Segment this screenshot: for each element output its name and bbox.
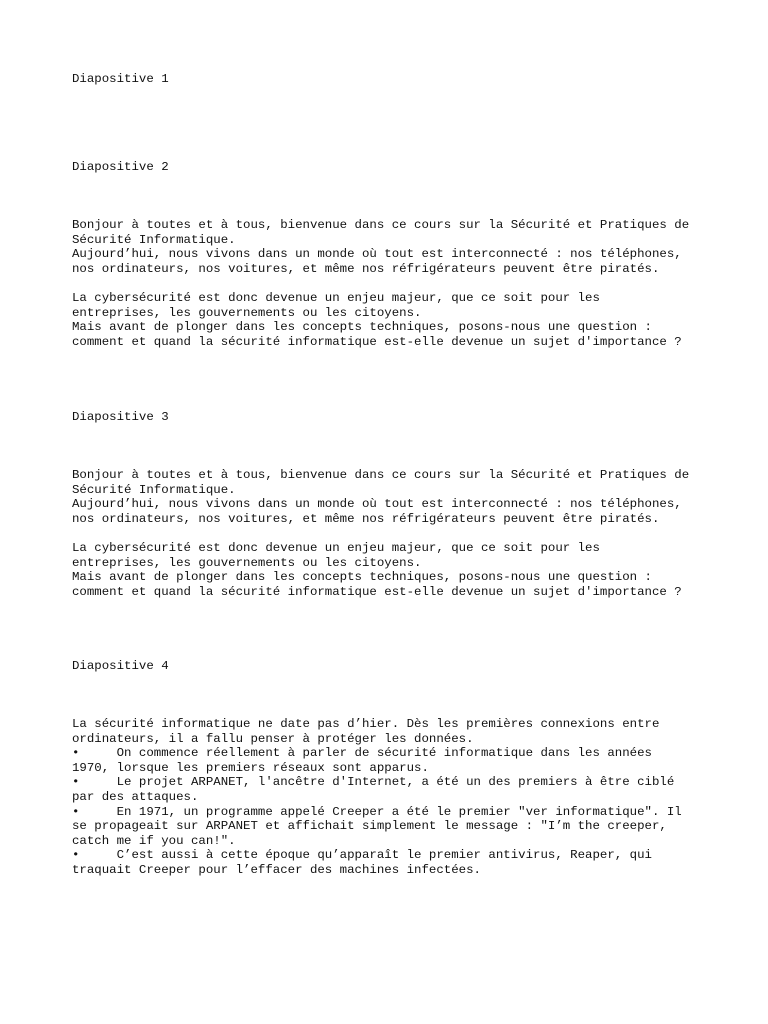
slide-1 xyxy=(72,72,712,87)
slide-title: Diapositive 2 xyxy=(72,160,169,174)
slide-2-body xyxy=(72,218,712,349)
paragraph: Bonjour à toutes et à tous, bienvenue dans ce cours sur la Sécurité et Pratiques de Sécurité Informatique. Aujourd’hui, nous vivons dans un monde où tout est interconnecté : nos téléphones, nos ordinateurs, nos voitures, et même nos réfrigérateurs peuvent être piratés. xyxy=(72,218,690,276)
slide-3 xyxy=(72,410,712,425)
slide-title: Diapositive 1 xyxy=(72,72,169,86)
slide-title: Diapositive 3 xyxy=(72,410,169,424)
slide-title: Diapositive 4 xyxy=(72,659,169,673)
paragraph: La sécurité informatique ne date pas d’hier. Dès les premières connexions entre ordinateurs, il a fallu penser à protéger les données. • On commence réellement à parler de sécurité informatique dans les années 1970, lorsque les premiers réseaux sont apparus. • Le projet ARPANET, l'ancêtre d'Internet, a été un des premiers à être ciblé par des attaques. • En 1971, un programme appelé Creeper a été le premier "ver informatique". Il se propageait sur ARPANET et affichait simplement le message : "I’m the creeper, catch me if you can!". • C’est aussi à cette époque qu’apparaît le premier antivirus, Reaper, qui traquait Creeper pour l’effacer des machines infectées. xyxy=(72,717,682,877)
paragraph: Bonjour à toutes et à tous, bienvenue dans ce cours sur la Sécurité et Pratiques de Sécurité Informatique. Aujourd’hui, nous vivons dans un monde où tout est interconnecté : nos téléphones, nos ordinateurs, nos voitures, et même nos réfrigérateurs peuvent être piratés. xyxy=(72,468,690,526)
slide-4-body xyxy=(72,717,712,878)
paragraph: La cybersécurité est donc devenue un enjeu majeur, que ce soit pour les entreprises, les gouvernements ou les citoyens. Mais avant de plonger dans les concepts techniques, posons-nous une question : comment et quand la sécurité informatique est-elle devenue un sujet d'importance ? xyxy=(72,290,682,349)
paragraph: La cybersécurité est donc devenue un enjeu majeur, que ce soit pour les entreprises, les gouvernements ou les citoyens. Mais avant de plonger dans les concepts techniques, posons-nous une question : comment et quand la sécurité informatique est-elle devenue un sujet d'importance ? xyxy=(72,540,682,599)
slide-2 xyxy=(72,160,712,175)
slide-4 xyxy=(72,659,712,674)
slide-3-body xyxy=(72,468,712,599)
